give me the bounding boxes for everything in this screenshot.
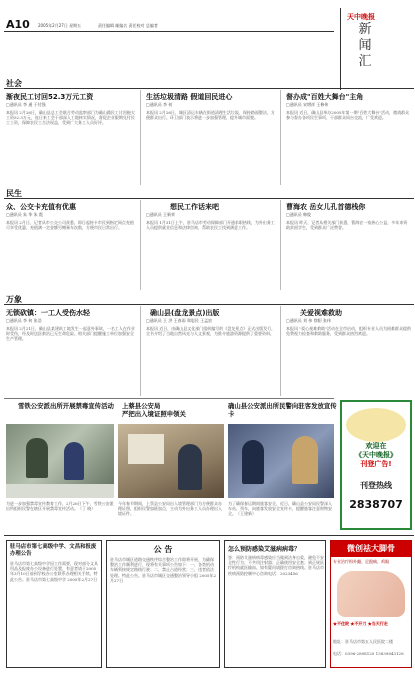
foot-illustration (337, 571, 405, 617)
notice-box (224, 540, 326, 668)
photo-story-title: 确山县公安派出所民警向驻客发放宣传卡 (228, 402, 337, 418)
ad-line: 《天中晚报》 (355, 451, 397, 459)
article-body: 本报讯 2月日，记者从市公交公司获悉，即日起持卡市民到指定网点充值可享受优惠，充值满一定金额另赠乘车次数，方便市民日常出行。 (6, 220, 134, 231)
article-byline: □通讯员 朱 华 朱 霞 (6, 212, 43, 217)
article-title: 想民工作话来吧 (170, 203, 219, 211)
notice-body: 驻马店市第七高级中学因工作需要，现对部分文具用品及报废办公设备进行处置，有意者请于2005年3月10日前到学校办公室联系办理相关手续。特此公告。驻马店市第七高级中学 2005年2月27日 (10, 561, 98, 582)
photo-story-title (122, 402, 186, 418)
section-label-panorama: 万象 (6, 295, 22, 304)
news-photo (118, 424, 224, 498)
notice-body: 驻马店市城区道路交通秩序综合整治工作即将开展，为确保整治工作顺利进行，现将有关事项公告如下：一、各类机动车辆须按规定路线行驶；二、禁止占道经营；三、违者依法处理。特此公告。驻马店市城区交通整治领导小组 2005年2月27日 (110, 557, 216, 583)
article-title: 关爱视难救助 (300, 309, 342, 317)
article-title: 确山县(盘龙景点)出版 (150, 309, 220, 317)
article-byline: □通讯员 韩俊 (286, 212, 312, 217)
photo-caption: 为了确保春运期间旅客安全，近日，确山县公安局民警深入车站、列车，向旅客发放安全宣传卡，提醒旅客注意财物安全。（王建新） (228, 501, 332, 517)
notice-title: 怎么预防感染艾滋病病毒？ (228, 546, 301, 553)
clinic-ad-address: 地址：驻马店市第五人民医院二楼 (333, 639, 393, 644)
notice-box (6, 540, 102, 668)
photo-caption: 为进一步加强禁毒宣传教育工作，2月26日下午，雪铁公安派出所组织民警在辖区开展禁毒宣传活动。（丁 晓） (6, 501, 114, 512)
article-byline: □通讯员 王新荣 (146, 212, 176, 217)
article-byline: □通讯员 李 通 于付强 (6, 102, 46, 107)
article-body: 本报讯 1月31日上午，驻马店市劳动保障部门开通求职热线，为外出务工人员提供就业信息和法律咨询，帮助农民工找到满意工作。 (146, 220, 275, 231)
ad-phone: 2838707 (349, 498, 403, 511)
news-photo (228, 424, 334, 498)
article-body: 本报讯 昨天，记者从相关部门获悉，曹海农一家热心公益，多年来资助贫困学生，受到群众广泛赞誉。 (286, 220, 408, 231)
article-byline: □通讯员 宋增祥 王修伟 (286, 102, 329, 107)
page-number: A10 (6, 18, 30, 31)
article-title: 生活垃圾清路 假道回民进心 (146, 93, 233, 101)
article-body: 本报讯 2月21日，确山县某建筑工地发生一起意外事故，一名工人在作业时受伤，经及时送医救治已无生命危险。相关部门提醒施工单位加强安全生产管理。 (6, 326, 135, 342)
section-title-char: 汇 (358, 54, 372, 69)
notice-title: 驻马店市第七高级中学、文昌和报废办理公告 (10, 544, 97, 557)
notice-title: 公 告 (153, 545, 173, 554)
article-body: 本报讯 2月26日，确山县总工会联合劳动监察部门为确山籍民工讨回拖欠工资52.3万元，连日来工会干部深入工地核实情况，督促企业限期兑付民工工资，保障农民工合法权益，受到广大务工人员好评。 (6, 110, 135, 126)
photo-caption: 今年春节期间，上蔡县公安局出入境管理部门为方便群众办理证照，组织民警加班加点，主动为外出务工人员办理出入境证件。 (118, 501, 222, 517)
ad-line: 欢迎在 (365, 442, 387, 450)
photo-story-title-line: 严把出入境证照申领关 (122, 410, 186, 418)
clinic-ad-phone: 电话：0396-2898120 13839843128 (333, 651, 404, 656)
clinic-ad-subtitle: 专业治疗拇外翻、足跟痛、鸡眼 (333, 559, 389, 564)
masthead-brand: 天中晚报 (347, 12, 375, 21)
article-title: 无锁砍镇：一工人受伤水轻 (6, 309, 90, 317)
editors-line: 责任编辑 邮编名 责任校对 总编者 (98, 23, 158, 28)
ad-banner[interactable] (340, 400, 412, 530)
photo-story-title-line: 上蔡县公安局 (122, 402, 161, 410)
ad-line: 刊登广告! (360, 460, 392, 468)
article-title: 渐夜民工讨回52.3万元工资 (6, 93, 94, 101)
news-photo (6, 424, 114, 498)
article-byline: □通讯员 李 何 张浩 (6, 318, 42, 323)
date-line: 2005年2月27日 星期五 (38, 23, 82, 28)
article-title: 督办成"百姓大舞台"主角 (286, 93, 364, 101)
ad-hotline-label: 刊登热线 (360, 481, 392, 490)
section-label-society: 社会 (6, 79, 22, 88)
article-title: 众、公交卡充值有优惠 (6, 203, 76, 211)
section-title-char: 新 (358, 22, 372, 37)
clinic-ad-features: ★不住院 ★不开刀 ★当天行走 (333, 621, 388, 626)
article-byline: □通讯员 李 何 (146, 102, 173, 107)
article-title: 曹海农 岳女儿孔首德栈你 (286, 203, 366, 211)
article-byline: □通讯员 王 洪 王春雨 郑思民 王孟宸 (146, 318, 213, 323)
article-body: 本报讯 近日，确山县举办2005年第一期"百姓大舞台"活动，邀请群众参与督办各项民生事项，干部群众同台交流，广受欢迎。 (286, 110, 410, 121)
section-title (352, 22, 378, 70)
article-byline: □通讯员 刘 伟 徐阳 张伟 (286, 318, 331, 323)
photo-story-title: 雪铁公安派出所开展禁毒宣传活动 (18, 402, 114, 410)
article-body: 本报讯 "爱心视难救助"活动在全市启动，组织专业人员为困难群众提供免费视力检查和救助服务，受到群众热烈欢迎。 (286, 326, 411, 337)
section-label-livelihood: 民生 (6, 189, 22, 198)
clinic-ad[interactable] (330, 540, 412, 668)
article-body: 本报讯 2月26日，城区清运车辆在街道清理生活垃圾，保持路面整洁，方便群众出行。环卫部门表示将进一步加强管理，提升城市面貌。 (146, 110, 275, 121)
article-body: 本报讯 近日，由确山县文化部门组织编写的《盘龙景点》正式出版发行，全书介绍了当地自然风光与人文景观，为推介旅游资源提供了重要资料。 (146, 326, 276, 337)
notice-box (106, 540, 220, 668)
section-title-char: 闻 (358, 38, 372, 53)
notice-body: 答：预防艾滋病病毒感染应当做到洁身自爱，避免不安全性行为；不共用注射器；正确使用安全套；到正规医疗机构就医输血。如有疑问请拨打咨询热线。驻马店市疾病预防控制中心咨询电话：2023456 (228, 555, 324, 576)
clinic-ad-title: 微创祛大脚骨 (331, 541, 411, 557)
